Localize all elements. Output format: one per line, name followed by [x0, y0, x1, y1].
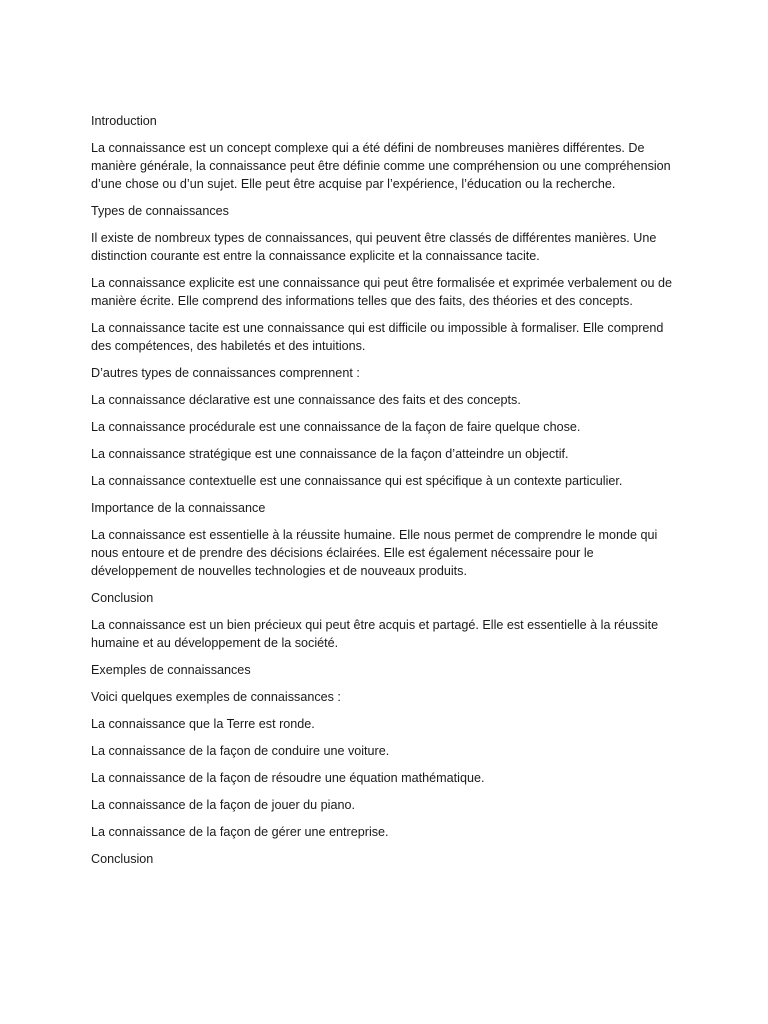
- heading-introduction: Introduction: [91, 114, 157, 128]
- paragraph-introduction: La connaissance est un concept complexe qui a été défini de nombreuses manières différentes. De manière générale, la connaissance peut être définie comme une compréhension ou une compréhension d’une chose ou d’un sujet. Elle peut être acquise par l’expérience, l’éducation ou la recherche.: [91, 141, 671, 191]
- paragraph-explicit: La connaissance explicite est une connaissance qui peut être formalisée et exprimée verbalement ou de manière écrite. Elle comprend des informations telles que des faits, des théories et des concepts.: [91, 276, 673, 308]
- example-equation: La connaissance de la façon de résoudre une équation mathématique.: [91, 771, 485, 785]
- example-piano: La connaissance de la façon de jouer du piano.: [91, 798, 355, 812]
- paragraph-conclusion: La connaissance est un bien précieux qui peut être acquis et partagé. Elle est essentielle à la réussite humaine et au développement de la société.: [91, 618, 659, 650]
- example-business: La connaissance de la façon de gérer une entreprise.: [91, 825, 389, 839]
- example-earth-round: La connaissance que la Terre est ronde.: [91, 717, 315, 731]
- heading-conclusion: Conclusion: [91, 591, 154, 605]
- paragraph-declarative: La connaissance déclarative est une connaissance des faits et des concepts.: [91, 393, 521, 407]
- heading-importance: Importance de la connaissance: [91, 501, 266, 515]
- document-body: [91, 112, 681, 877]
- paragraph-examples-intro: Voici quelques exemples de connaissances :: [91, 690, 341, 704]
- example-driving: La connaissance de la façon de conduire une voiture.: [91, 744, 390, 758]
- paragraph-contextual: La connaissance contextuelle est une connaissance qui est spécifique à un contexte particulier.: [91, 474, 623, 488]
- heading-types: Types de connaissances: [91, 204, 229, 218]
- heading-conclusion-final: Conclusion: [91, 852, 154, 866]
- heading-examples: Exemples de connaissances: [91, 663, 251, 677]
- paragraph-strategic: La connaissance stratégique est une connaissance de la façon d’atteindre un objectif.: [91, 447, 569, 461]
- paragraph-other-types: D’autres types de connaissances comprennent :: [91, 366, 360, 380]
- paragraph-tacit: La connaissance tacite est une connaissance qui est difficile ou impossible à formaliser. Elle comprend des compétences, des habiletés et des intuitions.: [91, 321, 664, 353]
- paragraph-types: Il existe de nombreux types de connaissances, qui peuvent être classés de différentes manières. Une distinction courante est entre la connaissance explicite et la connaissance tacite.: [91, 231, 657, 263]
- paragraph-procedural: La connaissance procédurale est une connaissance de la façon de faire quelque chose.: [91, 420, 581, 434]
- paragraph-importance: La connaissance est essentielle à la réussite humaine. Elle nous permet de comprendre le monde qui nous entoure et de prendre des décisions éclairées. Elle est également nécessaire pour le développement de nouvelles technologies et de nouveaux produits.: [91, 528, 658, 578]
